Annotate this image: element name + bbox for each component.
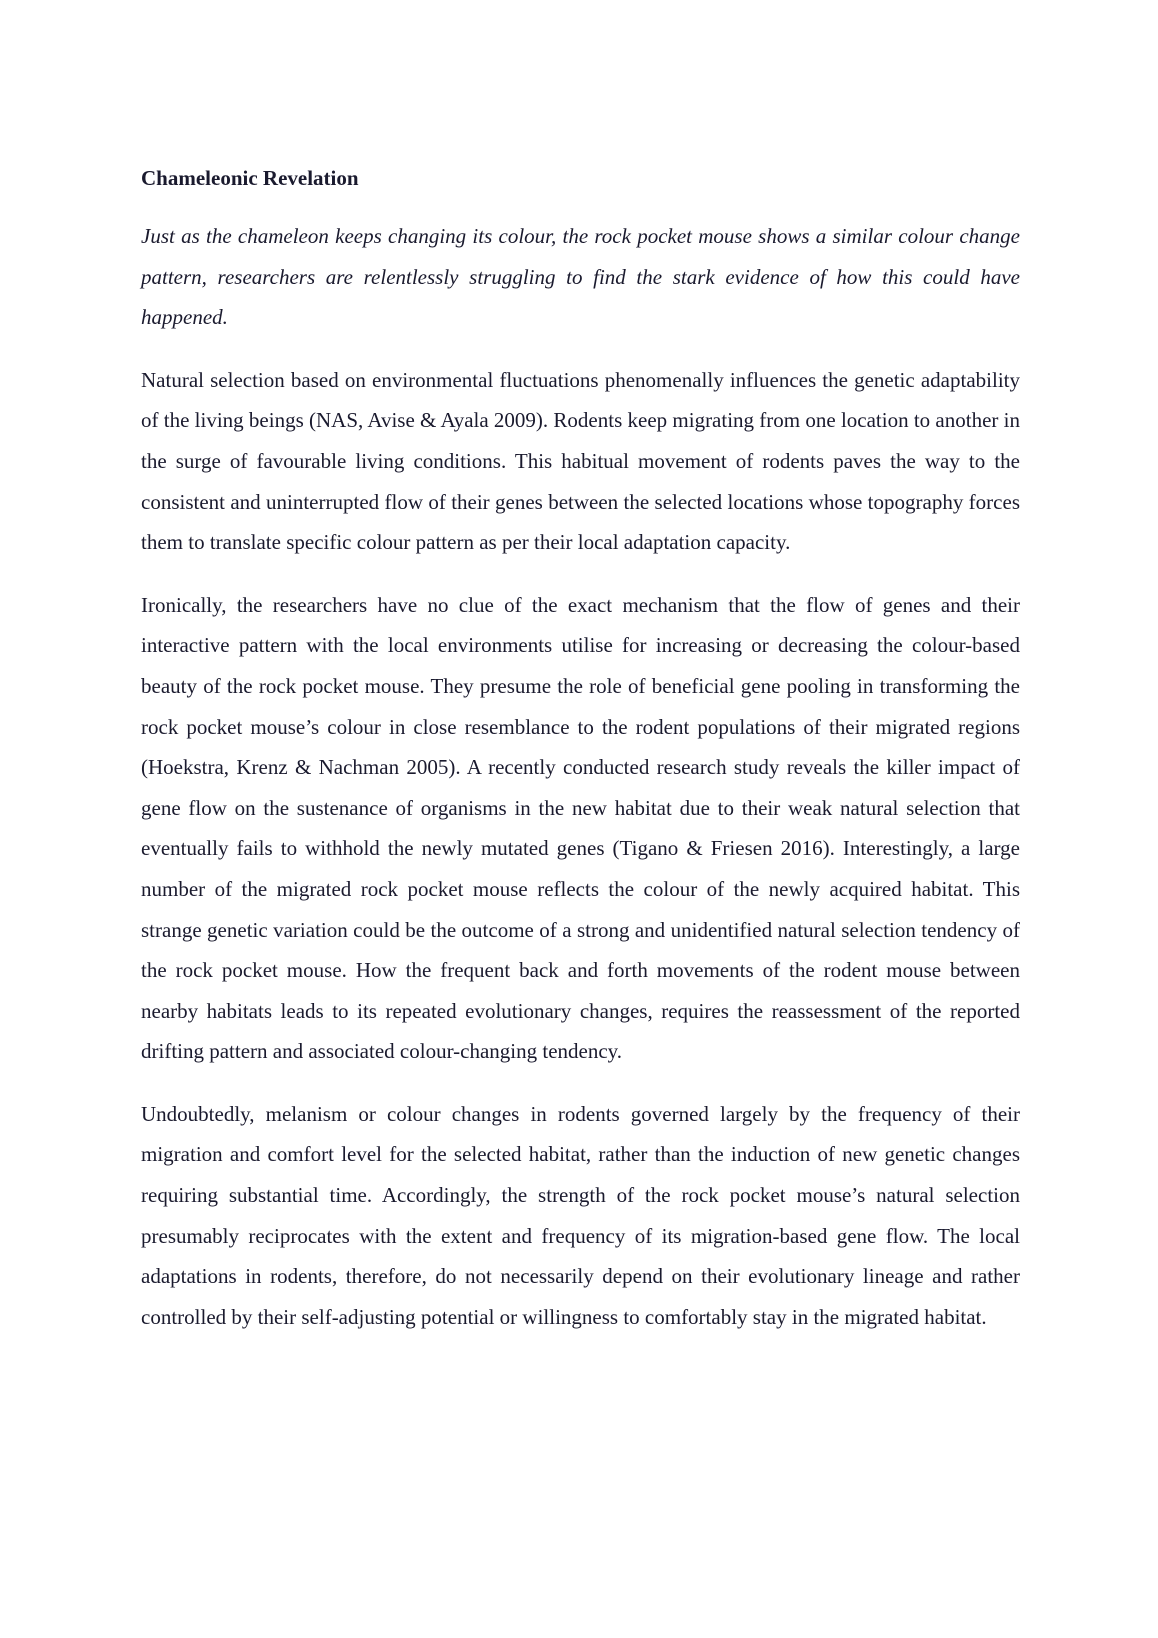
lead-paragraph: Just as the chameleon keeps changing its colour, the rock pocket mouse shows a similar colour change pattern, researchers are relentlessly struggling to find the stark evidence of how this could have happened. <box>141 224 1020 330</box>
document-page <box>141 160 1020 1359</box>
document-title: Chameleonic Revelation <box>141 166 359 190</box>
body-paragraph-2: Ironically, the researchers have no clue of the exact mechanism that the flow of genes and their interactive pattern with the local environments utilise for increasing or decreasing the colour-based beauty of the rock pocket mouse. They presume the role of beneficial gene pooling in transforming the rock pocket mouse’s colour in close resemblance to the rodent populations of their migrated regions (Hoekstra, Krenz & Nachman 2005). A recently conducted research study reveals the killer impact of gene flow on the sustenance of organisms in the new habitat due to their weak natural selection that eventually fails to withhold the newly mutated genes (Tigano & Friesen 2016). Interestingly, a large number of the migrated rock pocket mouse reflects the colour of the newly acquired habitat. This strange genetic variation could be the outcome of a strong and unidentified natural selection tendency of the rock pocket mouse. How the frequent back and forth movements of the rodent mouse between nearby habitats leads to its repeated evolutionary changes, requires the reassessment of the reported drifting pattern and associated colour-changing tendency. <box>141 592 1020 1064</box>
body-paragraph-3: Undoubtedly, melanism or colour changes in rodents governed largely by the frequency of their migration and comfort level for the selected habitat, rather than the induction of new genetic changes requiring substantial time. Accordingly, the strength of the rock pocket mouse’s natural selection presumably reciprocates with the extent and frequency of its migration-based gene flow. The local adaptations in rodents, therefore, do not necessarily depend on their evolutionary lineage and rather controlled by their self-adjusting potential or willingness to comfortably stay in the migrated habitat. <box>141 1101 1020 1329</box>
body-paragraph-1: Natural selection based on environmental fluctuations phenomenally influences the genetic adaptability of the living beings (NAS, Avise & Ayala 2009). Rodents keep migrating from one location to another in the surge of favourable living conditions. This habitual movement of rodents paves the way to the consistent and uninterrupted flow of their genes between the selected locations whose topography forces them to translate specific colour pattern as per their local adaptation capacity. <box>141 367 1020 555</box>
